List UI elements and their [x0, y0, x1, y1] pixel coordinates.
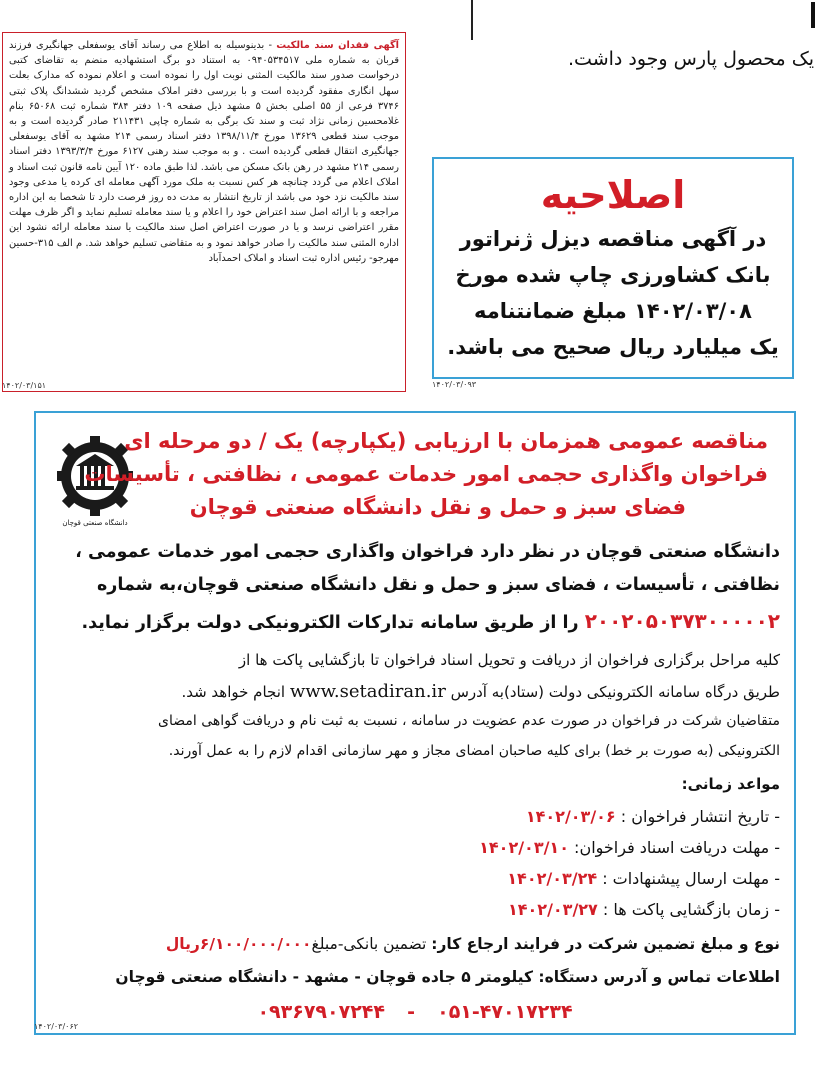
- process-line-2-end: انجام خواهد شد.: [181, 683, 286, 701]
- guarantee-label: نوع و مبلغ تضمین شرکت در فرایند ارجاع کار:: [431, 935, 780, 953]
- notice-body: - بدینوسیله به اطلاع می رساند آقای یوسفعلی جهانگیری فرزند قربان به شماره ملی ۰۹۴۰۵۳۴۵۱۷ به استناد دو برگ استشهادیه منضم به تقاضای کتبی درخواست صدور سند مالکیت المثنی نوبت اول را نموده است و اعلام نموده که مدارک بعلت سهل انگاری مفقود گردیده است و با بررسی دفتر املاک مشخص گردید ششدانگ پلاک ثبتی ۳۷۴۶ فرعی از ۵۵ اصلی بخش ۵ مشهد ذیل صفحه ۱۰۹ دفتر ۳۸۴ شماره ثبت ۶۵۰۶۸ بنام غلامحسین زمانی نژاد ثبت و سند تک برگی به شماره چاپی ۲۱۱۴۳۱ صادر گردیده است و به موجب سند قطعی ۱۳۶۲۹ مورخ ۱۳۹۸/۱۱/۴ دفتر اسناد رسمی ۲۱۴ مشهد به آقای یوسفعلی جهانگیری انتقال قطعی گردیده است . و به موجب سند رهنی ۶۱۲۷ مورخ ۱۳۹۳/۳/۴ دفتر اسناد رسمی ۲۱۴ مشهد در رهن بانک مسکن می باشد. لذا طبق ماده ۱۲۰ آیین نامه قانون ثبت اسناد و املاک اعلام می گردد چنانچه هر کس نسبت به ملک مورد آگهی معامله ای کرده یا مدعی وجود سند مالکیت نزد خود می باشد از تاریخ انتشار به مدت ده روز فرصت دارد تا شخصا به این اداره مراجعه و با ارائه اصل سند اعتراض خود را اعلام و یا سند معامله تسلیم نماید و اگر ظرف مهلت مقرر اعتراضی نرسد و یا در صورت اعتراض اصل سند مالکیت یا سند معامله ارائه نشود این اداره المثنی سند مالکیت را صادر خواهد نمود و به متقاضی تسلیم خواهد شد. م الف ۳۱۵-حسین مهرجو- رئیس اداره ثبت اسناد و املاک احمدآباد: [9, 40, 400, 264]
- logo-text: دانشگاه صنعتی قوچان: [62, 519, 128, 527]
- schedule-date: ۱۴۰۲/۰۳/۲۴: [507, 869, 598, 888]
- corner-mark: [811, 2, 815, 28]
- schedule-label: - زمان بازگشایی پاکت ها :: [602, 900, 780, 919]
- schedule-row: [526, 807, 780, 826]
- lost-deed-notice: [2, 32, 406, 392]
- phone-number[interactable]: ۰۵۱-۴۷۰۱۷۲۳۴: [437, 1001, 573, 1023]
- intro-line-3: [82, 609, 780, 633]
- correction-id: ۱۴۰۲/۰۳/۰۹۳: [432, 380, 477, 389]
- intro-line-2: نظافتی ، تأسیسات ، فضای سبز و حمل و نقل دانشگاه صنعتی قوچان،به شماره: [96, 575, 780, 595]
- schedule-date: ۱۴۰۲/۰۳/۱۰: [479, 838, 569, 857]
- correction-line-4: یک میلیارد ریال صحیح می باشد.: [447, 335, 779, 359]
- correction-line-2: بانک کشاورزی چاپ شده مورخ: [455, 263, 771, 287]
- process-line-2-start: طریق درگاه سامانه الکترونیکی دولت (ستاد)به آدرس: [450, 683, 780, 701]
- tender-notice: [34, 411, 796, 1035]
- intro-line-3-text: را از طریق سامانه تدارکات الکترونیکی دولت برگزار نماید.: [81, 613, 579, 633]
- tender-title-line-1: مناقصه عمومی همزمان با ارزیابی (یکپارچه) یک / دو مرحله ای: [124, 429, 768, 453]
- intro-line-1: دانشگاه صنعتی قوچان در نظر دارد فراخوان واگذاری حجمی امور خدمات عمومی ،: [75, 542, 780, 562]
- notice-id: ۱۴۰۲/۰۳/۱۵۱: [2, 381, 47, 390]
- schedule-label: - مهلت ارسال پیشنهادات :: [602, 869, 780, 888]
- schedule-date: ۱۴۰۲/۰۳/۰۶: [525, 807, 616, 826]
- guarantee-type: تضمین بانکی-مبلغ: [311, 935, 427, 953]
- notice-title: آگهی فقدان سند مالکیت: [276, 40, 400, 51]
- website-link[interactable]: www.setadiran.ir: [289, 681, 446, 702]
- tender-title-line-2: فراخوان واگذاری حجمی امور خدمات عمومی ، نظافتی ، تأسیسات: [84, 462, 768, 486]
- schedule-heading: مواعد زمانی:: [681, 775, 780, 793]
- correction-line-1: در آگهی مناقصه دیزل ژنراتور: [459, 227, 767, 251]
- process-line-2: [181, 681, 780, 702]
- registration-line-1: متقاضیان شرکت در فراخوان در صورت عدم عضویت در سامانه ، نسبت به ثبت نام و دریافت گواهی امضای: [158, 713, 780, 729]
- guarantee-amount: ۶/۱۰۰/۰۰۰/۰۰۰ریال: [165, 935, 312, 953]
- schedule-label: - تاریخ انتشار فراخوان :: [620, 807, 780, 826]
- contact-line: اطلاعات تماس و آدرس دستگاه: کیلومتر ۵ جاده قوچان - مشهد - دانشگاه صنعتی قوچان: [115, 968, 780, 986]
- correction-title: اصلاحیه: [540, 173, 686, 217]
- registration-line-2: الکترونیکی (به صورت بر خط) برای کلیه صاحبان امضای مجاز و مهر سازمانی اقدام لازم را به عمل آورند.: [168, 743, 780, 759]
- schedule-date: ۱۴۰۲/۰۳/۲۷: [508, 900, 598, 919]
- correction-notice: [432, 157, 794, 379]
- schedule-row: [479, 838, 780, 857]
- guarantee-line: [166, 935, 780, 953]
- schedule-row: [507, 869, 780, 888]
- tender-number: ۲۰۰۲۰۵۰۳۷۳۰۰۰۰۰۲: [584, 609, 780, 633]
- tender-id: ۱۴۰۲/۰۳/۰۶۲: [34, 1022, 79, 1031]
- phone-number[interactable]: ۰۹۳۶۷۹۰۷۲۴۴: [257, 1001, 386, 1023]
- schedule-label: - مهلت دریافت اسناد فراخوان:: [574, 838, 780, 857]
- tender-title-line-3: فضای سبز و حمل و نقل دانشگاه صنعتی قوچان: [189, 495, 686, 519]
- process-line-1: کلیه مراحل برگزاری فراخوان از دریافت و تحویل اسناد فراخوان تا بازگشایی پاکت ها از: [238, 651, 780, 669]
- schedule-row: [508, 900, 780, 919]
- phone-line: [36, 1001, 794, 1023]
- column-divider: [471, 0, 473, 40]
- article-fragment: یک محصول پارس وجود داشت.: [568, 48, 814, 70]
- phone-separator: -: [407, 1001, 415, 1023]
- correction-line-3: ۱۴۰۲/۰۳/۰۸ مبلغ ضمانتنامه: [474, 299, 752, 323]
